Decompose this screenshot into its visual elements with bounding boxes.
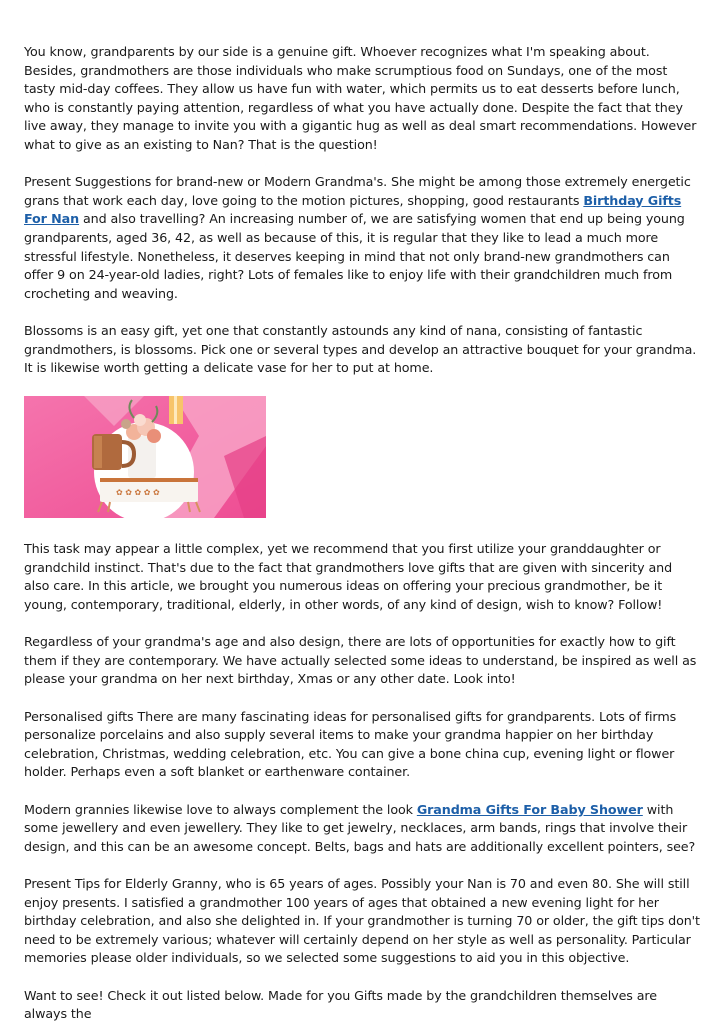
paragraph-blossoms: Blossoms is an easy gift, yet one that constantly astounds any kind of nana, consisting of fantastic grandmothers, is blossoms. Pick one or several types and develop an attractive bouquet for your grandma. It is likewise worth getting a delicate vase for her to put at home. bbox=[24, 322, 697, 376]
link-birthday-gifts-for-nan[interactable]: Birthday Gifts For Nan bbox=[24, 192, 682, 227]
svg-text:✿ ✿ ✿ ✿ ✿: ✿ ✿ ✿ ✿ ✿ bbox=[116, 488, 160, 498]
paragraph-modern-grandmas bbox=[24, 173, 700, 303]
paragraph-text: Modern grannies likewise love to always complement the look bbox=[24, 801, 417, 817]
link-grandma-gifts-for-baby-shower[interactable]: Grandma Gifts For Baby Shower bbox=[416, 801, 643, 817]
paragraph-elderly-granny: Present Tips for Elderly Granny, who is 65 years of ages. Possibly your Nan is 70 and even 80. She will still enjoy presents. I satisfied a grandmother 100 years of ages that obtained a new evening light for her birthday celebration, and also she delighted in. If your grandmother is turning 70 or older, the gift tips don't need to be extremely various; whatever will certainly depend on her style as well as personality. Particular memories please older individuals, so we selected some suggestions to aid you in this objective. bbox=[24, 875, 700, 966]
paragraph-task: This task may appear a little complex, yet we recommend that you first utilize your granddaughter or grandchild instinct. That's due to the fact that grandmothers love gifts that are given with sincerity and also care. In this article, we brought you numerous ideas on offering your precious grandmother, be it young, contemporary, traditional, elderly, in other words, of any kind of design, wish to know? Follow! bbox=[24, 541, 673, 613]
paragraph-text: and also travelling? An increasing number of, we are satisfying women that end up being young grandparents, aged 36, 42, as well as because of this, it is regular that they like to lead a much more stressful lifestyle. Nonetheless, it deserves keeping in mind that not only brand-new grandmothers can offer 9 on 24-year-old ladies, right? Lots of females like to enjoy life with their grandchildren much from crocheting and weaving. bbox=[24, 211, 685, 301]
paragraph-want-to-see: Want to see! Check it out listed below. Made for you Gifts made by the grandchildren themselves are always the bbox=[24, 987, 657, 1022]
paragraph-regardless: Regardless of your grandma's age and also design, there are lots of opportunities for exactly how to gift them if they are contemporary. We have actually selected some ideas to understand, be inspired as well as please your grandma on her next birthday, Xmas or any other date. Look into! bbox=[24, 634, 697, 687]
gift-product-image bbox=[24, 396, 266, 518]
paragraph-personalised-gifts: Personalised gifts There are many fascinating ideas for personalised gifts for grandparents. Lots of firms personalize porcelains and also supply several items to make your grandma happier on her birthday celebration, Christmas, wedding celebration, etc. You can give a bone china cup, evening light or flower holder. Perhaps even a soft blanket or earthenware container. bbox=[24, 708, 677, 780]
paragraph-text: Present Suggestions for brand-new or Modern Grandma's. She might be among those extremely energetic grans that work each day, love going to the motion pictures, shopping, good restaurants bbox=[24, 174, 691, 208]
paragraph-modern-grannies bbox=[24, 801, 700, 857]
paragraph-text: with some jewellery and even jewellery. They like to get jewelry, necklaces, arm bands, rings that involve their design, and this can be an awesome concept. Belts, bags and hats are additionally excellent pointers, see? bbox=[24, 801, 696, 854]
paragraph-intro: You know, grandparents by our side is a genuine gift. Whoever recognizes what I'm speaking about. Besides, grandmothers are those individuals who make scrumptious food on Sundays, one of the most tasty mid-day coffees. They allow us have fun with water, which permits us to eat desserts before lunch, who is constantly paying attention, regardless of what you have actually done. Despite the fact that they live away, they manage to invite you with a gigantic hug as well as deal smart recommendations. However what to give as an existing to Nan? That is the question! bbox=[24, 44, 697, 152]
article-body bbox=[24, 43, 700, 1024]
